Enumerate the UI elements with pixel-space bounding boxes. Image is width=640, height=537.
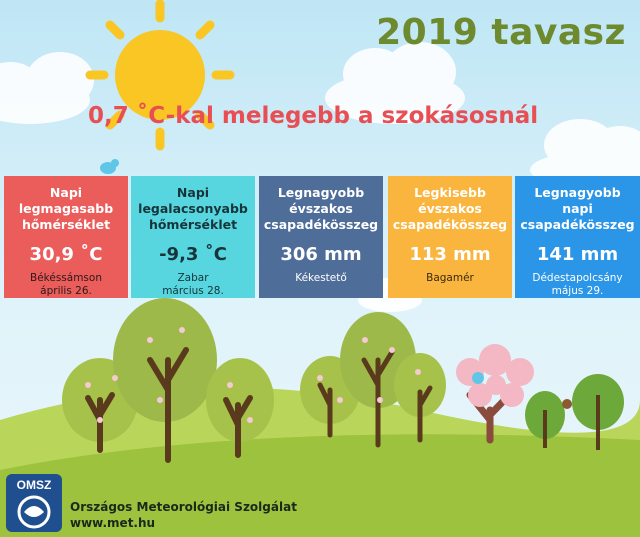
- card-label: Legnagyobb évszakos csapadékösszeg: [263, 185, 379, 232]
- footer-organization: Országos Meteorológiai Szolgálat: [70, 500, 297, 514]
- card-place: Zabar: [177, 272, 209, 284]
- card-label: Legnagyobb napi csapadékösszeg: [520, 185, 635, 232]
- tree-cluster-left: [62, 298, 274, 460]
- card-date: május 29.: [551, 285, 604, 297]
- card-place: Kékestető: [295, 272, 347, 284]
- card-value: -9,3 ˚C: [159, 244, 227, 265]
- cloud-left: [0, 52, 94, 124]
- card-place: Dédestapolcsány: [532, 272, 623, 284]
- card-place: Bagamér: [426, 272, 474, 284]
- card-label: Napi legmagasabb hőmérséklet: [18, 185, 114, 232]
- card-value: 30,9 ˚C: [29, 244, 103, 265]
- card-place: Békéssámson: [30, 272, 102, 284]
- card-label: Napi legalacsonyabb hőmérséklet: [138, 185, 248, 232]
- card-min-seasonal-precipitation: [388, 176, 512, 298]
- card-max-seasonal-precipitation: [259, 176, 383, 298]
- card-value: 141 mm: [536, 244, 619, 265]
- card-min-temperature: [131, 176, 255, 298]
- card-label: Legkisebb évszakos csapadékösszeg: [392, 185, 508, 232]
- card-max-daily-precipitation: [515, 176, 640, 298]
- page-title: 2019 tavasz: [376, 12, 626, 53]
- card-date: március 28.: [162, 285, 224, 297]
- page-subtitle: 0,7 ˚C-kal melegebb a szokásosnál: [88, 103, 539, 129]
- logo-text: OMSZ: [16, 478, 52, 492]
- card-max-temperature: [4, 176, 128, 298]
- omsz-logo: [6, 474, 62, 532]
- card-value: 306 mm: [280, 244, 362, 265]
- card-date: április 26.: [40, 285, 92, 297]
- card-value: 113 mm: [409, 244, 491, 265]
- footer-url-link[interactable]: www.met.hu: [70, 516, 156, 530]
- bird-icon: [100, 159, 119, 174]
